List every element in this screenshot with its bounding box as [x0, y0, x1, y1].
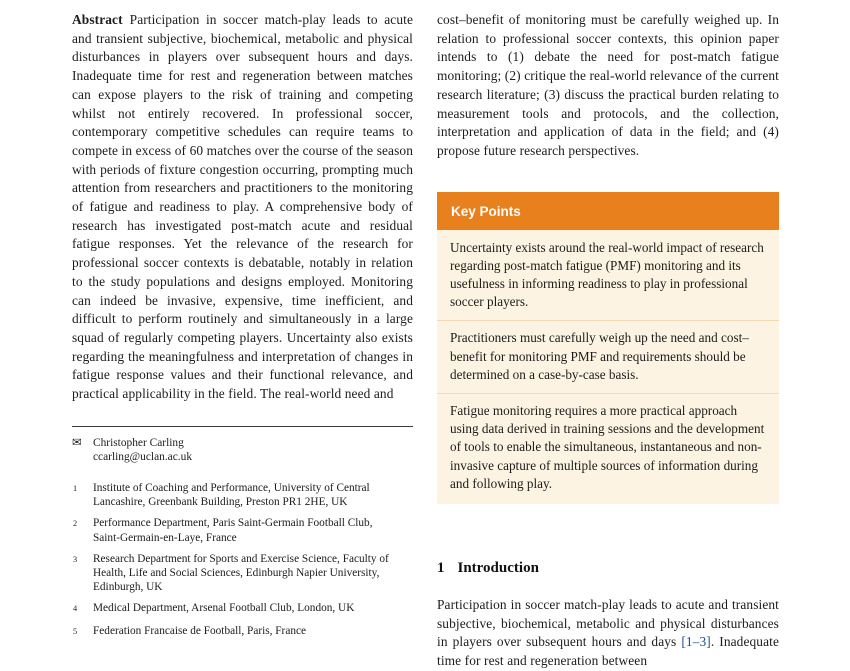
corresponding-author-email[interactable]: ccarling@uclan.ac.uk [93, 451, 193, 464]
abstract-label: Abstract [72, 12, 123, 27]
introduction-text: Participation in soccer match-play leads to acute and transient subjective, biochemical, metabolic and physical disturbances in players over subsequent hours and days [437, 597, 779, 650]
affiliation-text: Medical Department, Arsenal Football Club, London, UK [93, 602, 355, 615]
affiliation-list [72, 481, 398, 639]
affiliation-item [72, 552, 398, 595]
key-point-item: Fatigue monitoring requires a more practical approach using data derived in training sessions and the development of tools to enable the simultaneous, instantaneous and non-invasive capture of multiple sources of information during and following play. [437, 393, 779, 502]
key-points-title: Key Points [437, 192, 779, 230]
section-title: Introduction [457, 560, 539, 577]
key-points-box [437, 192, 779, 504]
footnote-divider [72, 426, 413, 427]
affiliation-number: 3 [73, 554, 78, 564]
key-point-item: Uncertainty exists around the real-world impact of research regarding post-match fatigue (PMF) monitoring and its usefulness in informing readiness to play in professional soccer players. [450, 239, 764, 310]
affiliation-item [72, 481, 398, 509]
section-number: 1 [437, 560, 445, 577]
citation-link[interactable]: [1–3] [681, 634, 711, 650]
affiliation-number: 5 [73, 626, 78, 636]
left-column [72, 0, 413, 646]
section-heading-introduction [437, 560, 779, 577]
abstract-continuation-paragraph: cost–benefit of monitoring must be carefully weighed up. In relation to professional soccer contexts, this opinion paper intends to (1) debate the need for post-match fatigue monitoring; (2) critique the real-world relevance of the current research literature; (3) discuss the practical burden relating to measurement tools and protocols, and the collection, interpretation and application of data in the field; and (4) propose future research perspectives. [437, 12, 779, 158]
affiliation-item [72, 601, 398, 616]
affiliation-item [72, 624, 398, 639]
affiliation-text: Federation Francaise de Football, Paris, France [93, 624, 307, 637]
corresponding-author-name: Christopher Carling [93, 436, 184, 449]
affiliation-text: Institute of Coaching and Performance, University of Central Lancashire, Greenbank Building, Preston PR1 2HE, UK [93, 481, 370, 509]
abstract-text: Participation in soccer match-play leads to acute and transient subjective, biochemical, metabolic and physical disturbances in players over subsequent hours and days. Inadequate time for rest and regeneration between matches can expose players to the risk of training and competing whilst not entirely recovered. In professional soccer, contemporary competitive schedules can require teams to compete in excess of 60 matches over the course of the season with periods of fixture congestion occurring, prompting much attention from researchers and practitioners to the monitoring of fatigue and readiness to play. A comprehensive body of research has investigated post-match acute and residual fatigue responses. Yet the relevance of the research for professional soccer contexts is debatable, notably in relation to the study populations and designs employed. Monitoring can indeed be invasive, expensive, time inefficient, and difficult to perform routinely and simultaneously in a large squad of regularly competing players. Uncertainty also exists regarding the meaningfulness and interpretation of changes in fatigue response values and their functional relevance, and practical applicability in the field. The real-world need and [72, 12, 413, 402]
introduction-text-continued: . Inadequate time for rest and regeneration between [437, 634, 779, 669]
envelope-icon: ✉ [72, 436, 82, 449]
affiliation-number: 1 [73, 483, 78, 493]
affiliation-number: 2 [73, 519, 78, 529]
correspondence-block [72, 436, 413, 465]
abstract [72, 11, 413, 404]
affiliation-text: Performance Department, Paris Saint-Germain Football Club, Saint-Germain-en-Laye, France [93, 517, 373, 544]
affiliation-number: 4 [73, 604, 78, 614]
correspondence-text [93, 436, 192, 465]
introduction-paragraph [437, 596, 779, 671]
affiliation-text: Research Department for Sports and Exercise Science, Faculty of Health, Life and Social Sciences, Edinburgh Napier University, Edinburgh, UK [93, 552, 389, 594]
right-column [437, 0, 779, 671]
key-point-item: Practitioners must carefully weigh up the need and cost–benefit for monitoring PMF and requirements should be determined on a case-by-case basis. [437, 320, 779, 393]
key-points-body [437, 230, 779, 504]
affiliation-item [72, 516, 398, 544]
